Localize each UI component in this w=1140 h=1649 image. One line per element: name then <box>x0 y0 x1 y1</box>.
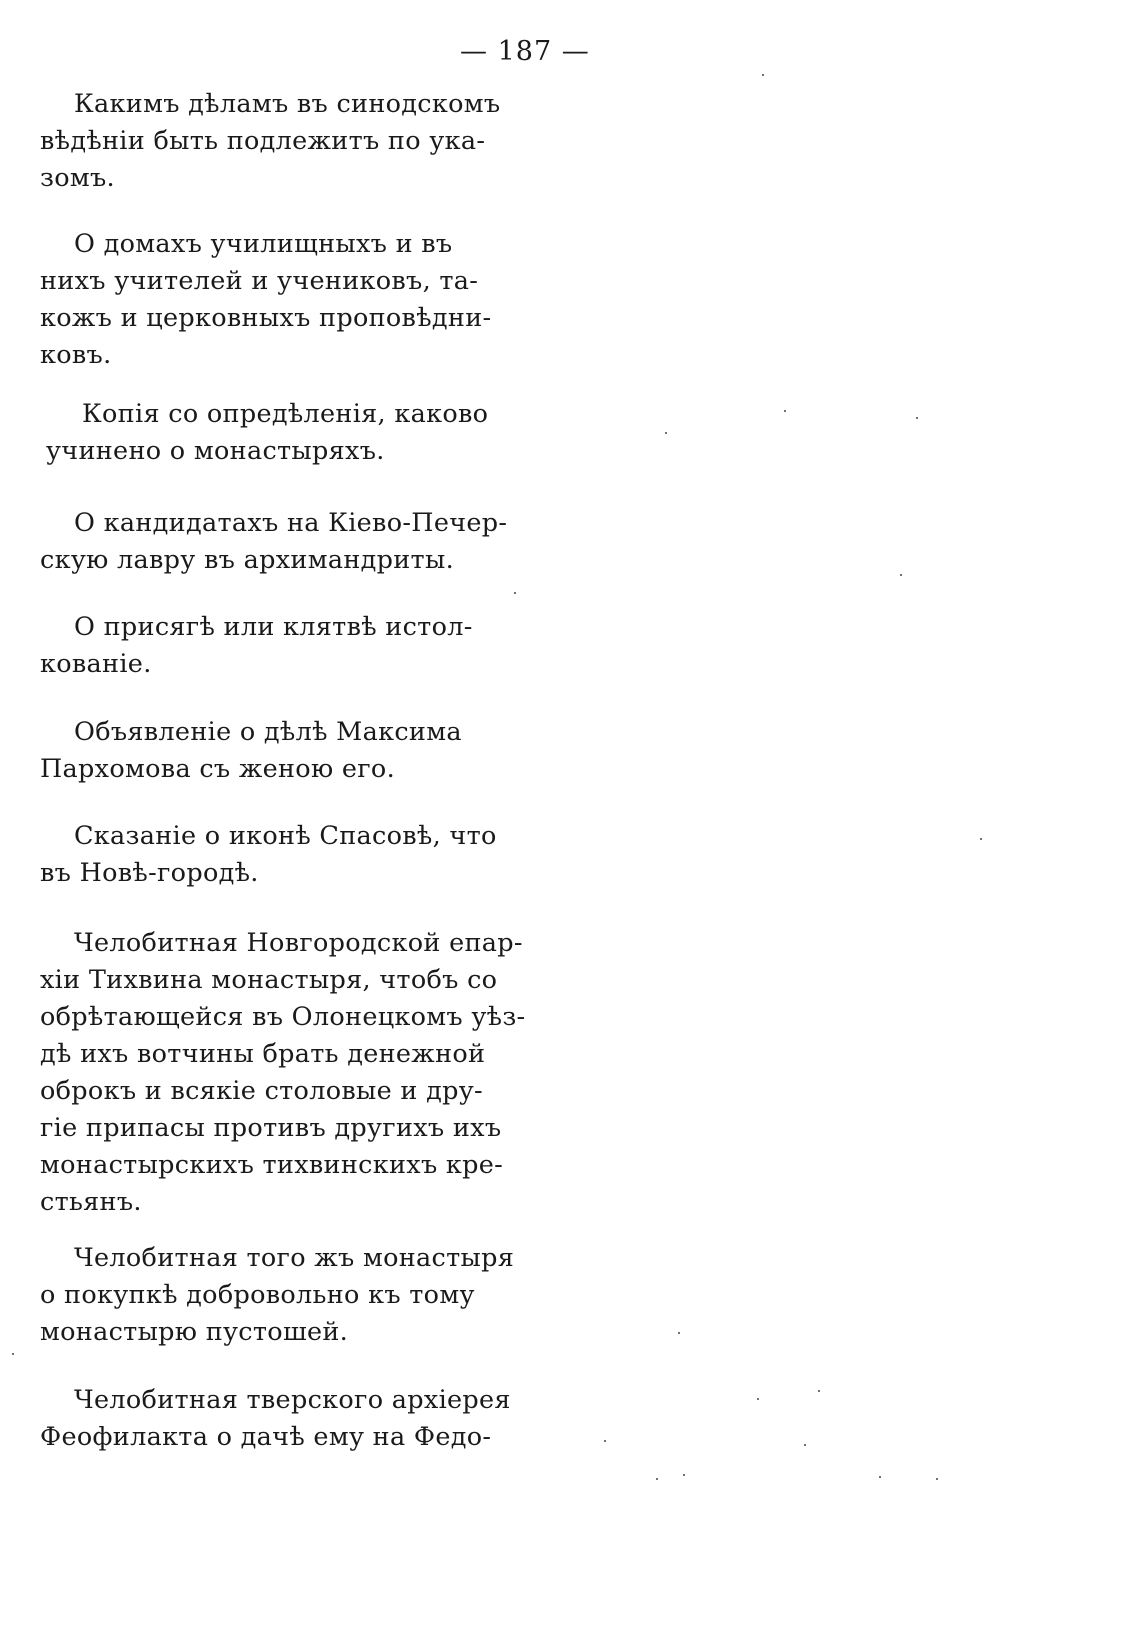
text-line: О кандидатахъ на Кіево-Печер- <box>74 508 508 538</box>
text-line: въ Новѣ-городѣ. <box>40 858 259 888</box>
text-line: Сказаніе о иконѣ Спасовѣ, что <box>74 821 497 851</box>
text-line: зомъ. <box>40 163 115 193</box>
entry-3 <box>40 396 530 470</box>
entry-9 <box>40 1240 530 1351</box>
text-line: вѣдѣніи быть подлежитъ по ука- <box>40 126 486 156</box>
scan-speck <box>757 1398 759 1400</box>
entry-6 <box>40 714 530 788</box>
scan-speck <box>804 1444 806 1446</box>
text-line: монастырю пустошей. <box>40 1317 349 1347</box>
scan-speck <box>900 574 902 576</box>
entry-8 <box>40 925 530 1221</box>
scan-speck <box>916 417 918 419</box>
text-line: кованіе. <box>40 649 152 679</box>
scan-speck <box>656 1478 658 1480</box>
text-line: оброкъ и всякіе столовые и дру- <box>40 1076 483 1106</box>
text-line: Челобитная того жъ монастыря <box>74 1243 515 1273</box>
text-line: ковъ. <box>40 340 112 370</box>
scan-speck <box>980 838 982 840</box>
text-line: О присягѣ или клятвѣ истол- <box>74 612 473 642</box>
scan-speck <box>936 1478 938 1480</box>
text-line: Челобитная Новгородской епар- <box>74 928 523 958</box>
scan-speck <box>683 1474 685 1476</box>
text-line: стьянъ. <box>40 1187 142 1217</box>
text-line: о покупкѣ добровольно къ тому <box>40 1280 475 1310</box>
text-line: монастырскихъ тихвинскихъ кре- <box>40 1150 504 1180</box>
entry-2 <box>40 226 530 374</box>
text-line: нихъ учителей и учениковъ, та- <box>40 266 479 296</box>
scan-speck <box>784 410 786 412</box>
scan-speck <box>514 592 516 594</box>
text-line: Какимъ дѣламъ въ синодскомъ <box>74 89 501 119</box>
text-line: Пархомова съ женою его. <box>40 754 395 784</box>
text-line: О домахъ училищныхъ и въ <box>74 229 453 259</box>
entry-5 <box>40 609 530 683</box>
scan-speck <box>879 1476 881 1478</box>
page-number: — 187 — <box>460 36 590 67</box>
entry-4 <box>40 505 530 579</box>
text-line: кожъ и церковныхъ проповѣдни- <box>40 303 492 333</box>
entry-10 <box>40 1382 530 1456</box>
scan-speck <box>12 1353 14 1355</box>
text-line: Объявленіе о дѣлѣ Максима <box>74 717 462 747</box>
entry-1 <box>40 86 530 197</box>
text-line: дѣ ихъ вотчины брать денежной <box>40 1039 486 1069</box>
scan-speck <box>762 74 764 76</box>
text-line: Феофилакта о дачѣ ему на Федо- <box>40 1422 492 1452</box>
scan-speck <box>665 432 667 434</box>
text-line: обрѣтающейся въ Олонецкомъ уѣз- <box>40 1002 526 1032</box>
scan-speck <box>604 1440 606 1442</box>
scan-speck <box>678 1332 680 1334</box>
text-line: учинено о монастыряхъ. <box>46 436 385 466</box>
entry-7 <box>40 818 530 892</box>
scan-speck <box>818 1390 820 1392</box>
text-line: гіе припасы противъ другихъ ихъ <box>40 1113 502 1143</box>
text-line: Челобитная тверского архіерея <box>74 1385 511 1415</box>
text-line: хіи Тихвина монастыря, чтобъ со <box>40 965 498 995</box>
text-line: Копія со опредѣленія, каково <box>82 399 489 429</box>
text-line: скую лавру въ архимандриты. <box>40 545 454 575</box>
